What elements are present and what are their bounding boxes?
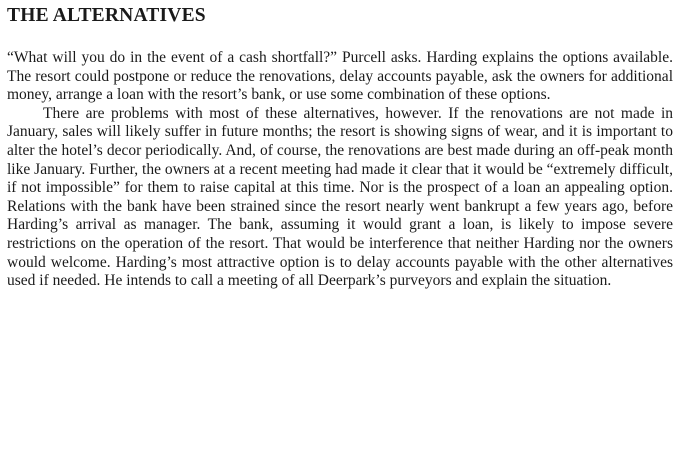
paragraph-problems: There are problems with most of these alternatives, however. If the renovations are not made in January, sales will likely suffer in future months; the resort is showing signs of wear, and it is important to alter the hotel’s decor periodically. And, of course, the renovations are best made during an off-peak month like January. Further, the owners at a recent meeting had made it clear that it would be “extremely difficult, if not impossible” for them to raise capital at this time. Nor is the prospect of a loan an appealing option. Relations with the bank have been strained since the resort nearly went bankrupt a few years ago, before Harding’s arrival as manager. The bank, assuming it would grant a loan, is likely to impose severe restrictions on the operation of the resort. That would be interference that neither Harding nor the owners would welcome. Harding’s most attractive option is to delay accounts payable with the other alternatives used if needed. He intends to call a meeting of all Deerpark’s purveyors and explain the situation. bbox=[7, 104, 673, 290]
document-page bbox=[7, 4, 675, 291]
paragraph-options: “What will you do in the event of a cash shortfall?” Purcell asks. Harding explains the options available. The resort could postpone or reduce the renovations, delay accounts payable, ask the owners for additional money, arrange a loan with the resort’s bank, or use some combination of these options. bbox=[7, 49, 673, 104]
section-heading: THE ALTERNATIVES bbox=[7, 5, 206, 26]
